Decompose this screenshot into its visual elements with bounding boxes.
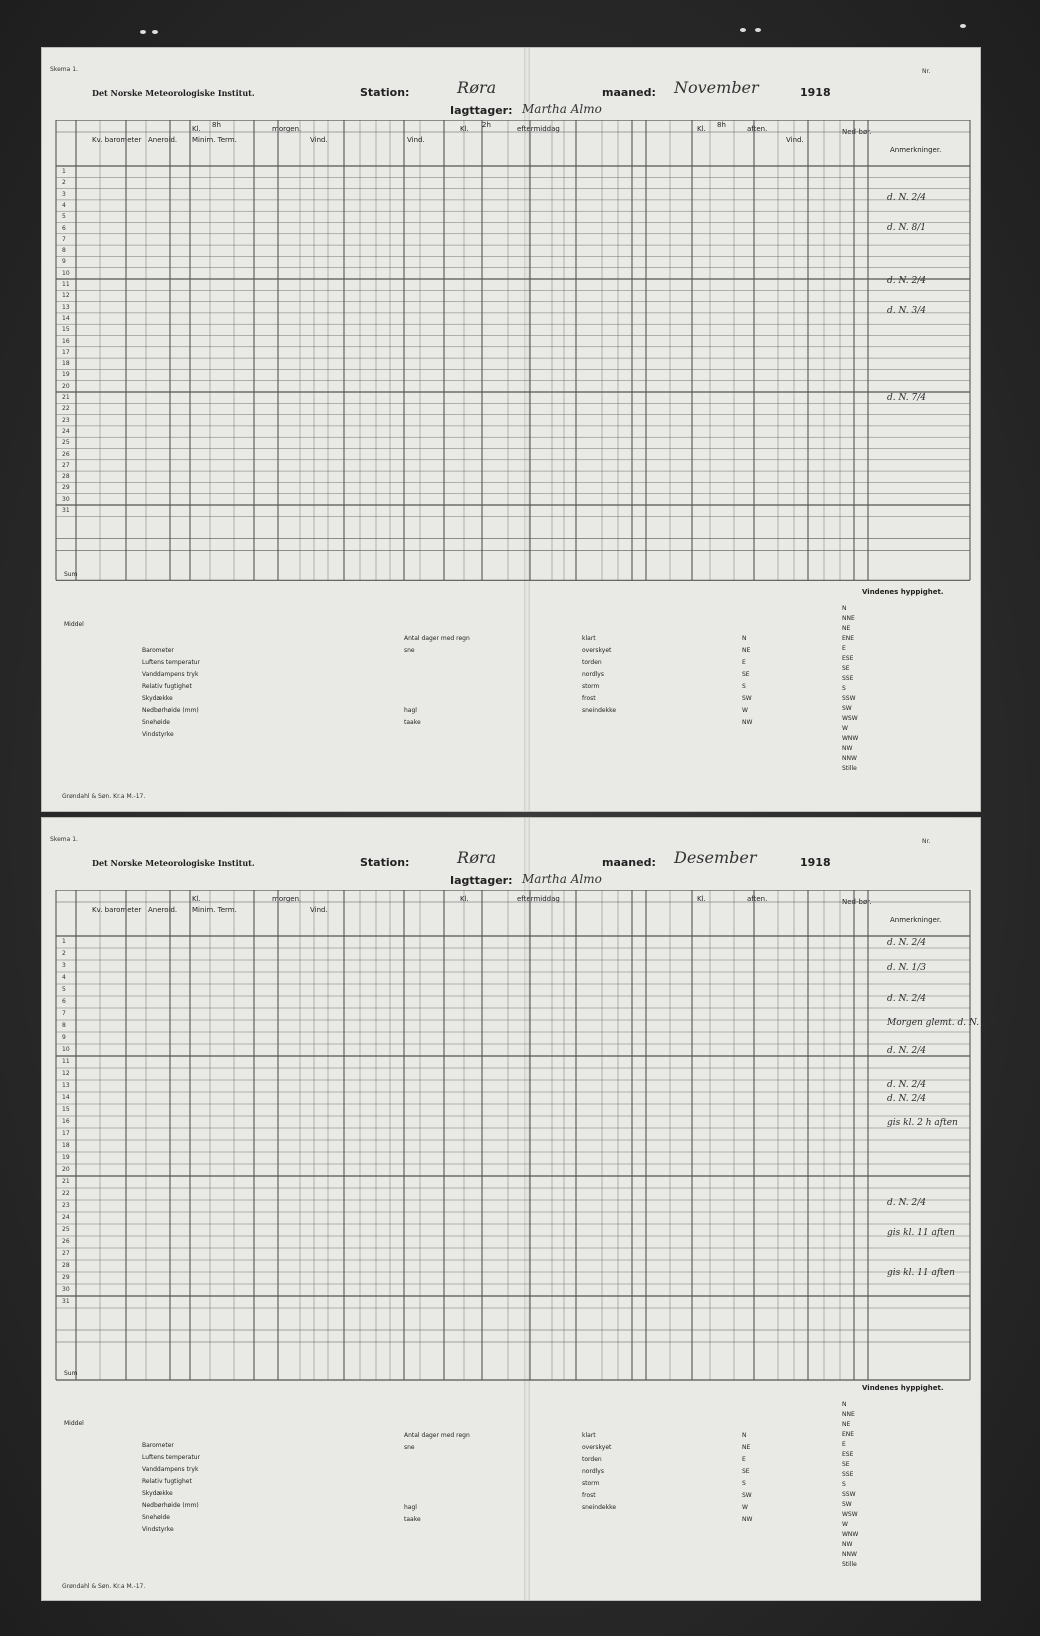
day-number: 6: [62, 224, 66, 232]
afternoon-label: eftermiddag: [517, 895, 560, 903]
day-number: 31: [62, 1298, 70, 1305]
precip-header: Ned-bør.: [842, 128, 872, 136]
day-number: 6: [62, 998, 66, 1005]
day-count-labels-2: klart overskyet torden nordlys storm frost sneindekke: [582, 1432, 617, 1511]
day-number: 16: [62, 337, 70, 345]
station-value: Røra: [457, 848, 497, 867]
day-number: 5: [62, 213, 66, 221]
day-number: 18: [62, 1142, 70, 1149]
wind-direction-label: ENE: [842, 1431, 855, 1438]
day-number: 10: [62, 269, 70, 277]
wind-direction-label: WSW: [842, 715, 858, 722]
year-value: 1918: [800, 856, 831, 869]
wind-direction-label: N: [842, 1401, 847, 1408]
day-number: 13: [62, 1082, 70, 1089]
wind-frequency-title: Vindenes hyppighet.: [862, 588, 944, 596]
monthly-stats-labels: Barometer Luftens temperatur Vanddampens tryk Relativ fugtighet Skydække Nedbørhøide (mm) Snehøide Vindstyrke: [142, 1442, 201, 1533]
aneroid-header: Aneroid.: [148, 906, 178, 914]
year-value: 1918: [800, 86, 831, 99]
wind-direction-label: W: [842, 1521, 848, 1528]
observation-table-grid: [42, 120, 980, 582]
day-number: 21: [62, 1178, 70, 1185]
day-number: 15: [62, 326, 70, 334]
wind-direction-label: NNW: [842, 1551, 857, 1558]
day-number: 29: [62, 1274, 70, 1281]
schema-label: Skema 1.: [50, 836, 78, 843]
observation-table-grid: [42, 890, 980, 1382]
day-number: 13: [62, 303, 70, 311]
remark-note: d. N. 2/4: [887, 994, 926, 1004]
day-number: 22: [62, 1190, 70, 1197]
wind-direction-label: SE: [842, 665, 850, 672]
mean-label: Middel: [64, 621, 84, 628]
storm-directions: N NE E SE S SW W NW: [742, 635, 753, 726]
day-number: 16: [62, 1118, 70, 1125]
wind-direction-label: S: [842, 685, 846, 692]
institute-name: Det Norske Meteorologiske Institut.: [92, 858, 255, 868]
month-value: November: [674, 78, 759, 97]
day-number: 20: [62, 1166, 70, 1173]
day-number: 15: [62, 1106, 70, 1113]
day-number: 2: [62, 950, 66, 957]
day-number: 17: [62, 1130, 70, 1137]
day-number: 8: [62, 1022, 66, 1029]
remark-note: d. N. 2/4: [887, 276, 926, 286]
monthly-stats-labels: Barometer Luftens temperatur Vanddampens tryk Relativ fugtighet Skydække Nedbørhøide (mm) Snehøide Vindstyrke: [142, 647, 201, 738]
day-number: 24: [62, 1214, 70, 1221]
kl-morning: 8h: [212, 121, 221, 129]
day-number: 4: [62, 974, 66, 981]
day-number: 28: [62, 473, 70, 481]
observer-value: Martha Almo: [522, 102, 602, 116]
nr-label: Nr.: [922, 838, 931, 845]
day-number: 20: [62, 382, 70, 390]
day-number: 4: [62, 201, 66, 209]
day-number: 30: [62, 1286, 70, 1293]
wind-header: Vind.: [407, 136, 425, 144]
aneroid-header: Aneroid.: [148, 136, 178, 144]
morning-label: morgen.: [272, 895, 302, 903]
minterm-header: Minim. Term.: [192, 136, 237, 144]
wind-direction-label: S: [842, 1481, 846, 1488]
remark-note: d. N. 2/4: [887, 193, 926, 203]
day-number: 2: [62, 179, 66, 187]
observer-value: Martha Almo: [522, 872, 602, 886]
wind-direction-label: SW: [842, 705, 852, 712]
month-label: maaned:: [602, 856, 656, 869]
remark-note: d. N. 2/4: [887, 1080, 926, 1090]
month-value: Desember: [674, 848, 757, 867]
day-number: 30: [62, 495, 70, 503]
day-number: 25: [62, 439, 70, 447]
day-number: 22: [62, 405, 70, 413]
wind-direction-label: WNW: [842, 735, 859, 742]
observation-sheet-december: [42, 818, 997, 1600]
day-number: 24: [62, 427, 70, 435]
wind-direction-label: WNW: [842, 1531, 859, 1538]
day-number: 5: [62, 986, 66, 993]
remarks-header: Anmerkninger.: [890, 146, 942, 154]
barometer-header: Kv. barometer: [92, 906, 142, 914]
day-number: 17: [62, 348, 70, 356]
wind-direction-label: NNW: [842, 755, 857, 762]
kl-label: Kl.: [192, 125, 201, 133]
wind-direction-label: SSE: [842, 1471, 854, 1478]
observer-label: Iagttager:: [450, 874, 513, 887]
day-number: 7: [62, 235, 66, 243]
wind-frequency-title: Vindenes hyppighet.: [862, 1384, 944, 1392]
wind-direction-label: SSW: [842, 695, 856, 702]
kl-label: Kl.: [697, 125, 706, 133]
wind-direction-label: NNE: [842, 615, 855, 622]
day-number: 8: [62, 247, 66, 255]
day-count-labels-2: klart overskyet torden nordlys storm frost sneindekke: [582, 635, 617, 714]
day-number: 14: [62, 314, 70, 322]
day-number: 7: [62, 1010, 66, 1017]
day-number: 19: [62, 371, 70, 379]
day-number: 27: [62, 1250, 70, 1257]
wind-direction-label: NE: [842, 625, 851, 632]
day-number: 23: [62, 1202, 70, 1209]
remark-note: gis kl. 11 aften: [887, 1228, 955, 1238]
wind-frequency-table: [842, 1400, 858, 1570]
day-number: 29: [62, 484, 70, 492]
remark-note: d. N. 2/4: [887, 938, 926, 948]
wind-direction-label: N: [842, 605, 847, 612]
wind-direction-label: E: [842, 1441, 846, 1448]
month-label: maaned:: [602, 86, 656, 99]
day-number: 26: [62, 1238, 70, 1245]
kl-label: Kl.: [697, 895, 706, 903]
kl-label: Kl.: [460, 125, 469, 133]
wind-frequency-table: [842, 604, 858, 774]
wind-direction-label: ESE: [842, 1451, 854, 1458]
remark-note: Morgen glemt. d. N. 2/4: [887, 1018, 997, 1028]
station-label: Station:: [360, 86, 410, 99]
remark-note: d. N. 8/1: [887, 223, 926, 233]
wind-direction-label: NE: [842, 1421, 851, 1428]
day-number: 11: [62, 1058, 70, 1065]
day-number: 3: [62, 190, 66, 198]
day-number: 9: [62, 1034, 66, 1041]
day-number: 12: [62, 292, 70, 300]
wind-direction-label: NW: [842, 745, 853, 752]
wind-direction-label: SW: [842, 1501, 852, 1508]
wind-direction-label: SSW: [842, 1491, 856, 1498]
sum-label: Sum: [64, 571, 78, 578]
storm-directions: N NE E SE S SW W NW: [742, 1432, 753, 1523]
kl-label: Kl.: [460, 895, 469, 903]
wind-direction-label: E: [842, 645, 846, 652]
day-number: 23: [62, 416, 70, 424]
wind-header: Vind.: [786, 136, 804, 144]
wind-direction-label: SSE: [842, 675, 854, 682]
wind-direction-label: Stille: [842, 765, 857, 772]
kl-label: Kl.: [192, 895, 201, 903]
observer-label: Iagttager:: [450, 104, 513, 117]
institute-name: Det Norske Meteorologiske Institut.: [92, 88, 255, 98]
wind-direction-label: NNE: [842, 1411, 855, 1418]
kl-evening: 8h: [717, 121, 726, 129]
wind-direction-label: W: [842, 725, 848, 732]
day-number: 28: [62, 1262, 70, 1269]
nr-label: Nr.: [922, 68, 931, 75]
day-number: 3: [62, 962, 66, 969]
afternoon-label: eftermiddag: [517, 125, 560, 133]
day-number: 10: [62, 1046, 70, 1053]
day-number: 9: [62, 258, 66, 266]
station-value: Røra: [457, 78, 497, 97]
day-count-labels: Antal dager med regn sne hagl taake: [404, 1432, 470, 1523]
observation-sheet-november: [42, 48, 980, 811]
day-number: 12: [62, 1070, 70, 1077]
schema-label: Skema 1.: [50, 66, 78, 73]
wind-direction-label: ENE: [842, 635, 855, 642]
wind-direction-label: Stille: [842, 1561, 857, 1568]
morning-label: morgen.: [272, 125, 302, 133]
day-number: 27: [62, 461, 70, 469]
sum-label: Sum: [64, 1370, 78, 1377]
mean-label: Middel: [64, 1420, 84, 1427]
day-number: 18: [62, 360, 70, 368]
remark-note: d. N. 7/4: [887, 393, 926, 403]
day-number: 19: [62, 1154, 70, 1161]
day-number: 31: [62, 507, 70, 514]
day-count-labels: Antal dager med regn sne hagl taake: [404, 635, 470, 726]
remark-note: gis kl. 2 h aften: [887, 1118, 958, 1128]
precip-header: Ned-bør.: [842, 898, 872, 906]
wind-header: Vind.: [310, 906, 328, 914]
printer-footer: Grøndahl & Søn. Kr.a M.-17.: [62, 793, 146, 800]
day-number: 1: [62, 938, 66, 945]
remark-note: d. N. 2/4: [887, 1198, 926, 1208]
day-number: 11: [62, 281, 70, 288]
printer-footer: Grøndahl & Søn. Kr.a M.-17.: [62, 1583, 146, 1590]
day-number: 26: [62, 450, 70, 458]
remark-note: d. N. 2/4: [887, 1094, 926, 1104]
remark-note: d. N. 3/4: [887, 306, 926, 316]
remark-note: d. N. 2/4: [887, 1046, 926, 1056]
kl-afternoon: 2h: [482, 121, 491, 129]
day-number: 21: [62, 394, 70, 401]
station-label: Station:: [360, 856, 410, 869]
barometer-header: Kv. barometer: [92, 136, 142, 144]
day-number: 14: [62, 1094, 70, 1101]
day-number: 25: [62, 1226, 70, 1233]
wind-direction-label: NW: [842, 1541, 853, 1548]
minterm-header: Minim. Term.: [192, 906, 237, 914]
remark-note: d. N. 1/3: [887, 963, 926, 973]
wind-direction-label: WSW: [842, 1511, 858, 1518]
evening-label: aften.: [747, 125, 768, 133]
wind-direction-label: SE: [842, 1461, 850, 1468]
wind-direction-label: ESE: [842, 655, 854, 662]
day-number: 1: [62, 168, 66, 175]
evening-label: aften.: [747, 895, 768, 903]
remarks-header: Anmerkninger.: [890, 916, 942, 924]
wind-header: Vind.: [310, 136, 328, 144]
remark-note: gis kl. 11 aften: [887, 1268, 955, 1278]
